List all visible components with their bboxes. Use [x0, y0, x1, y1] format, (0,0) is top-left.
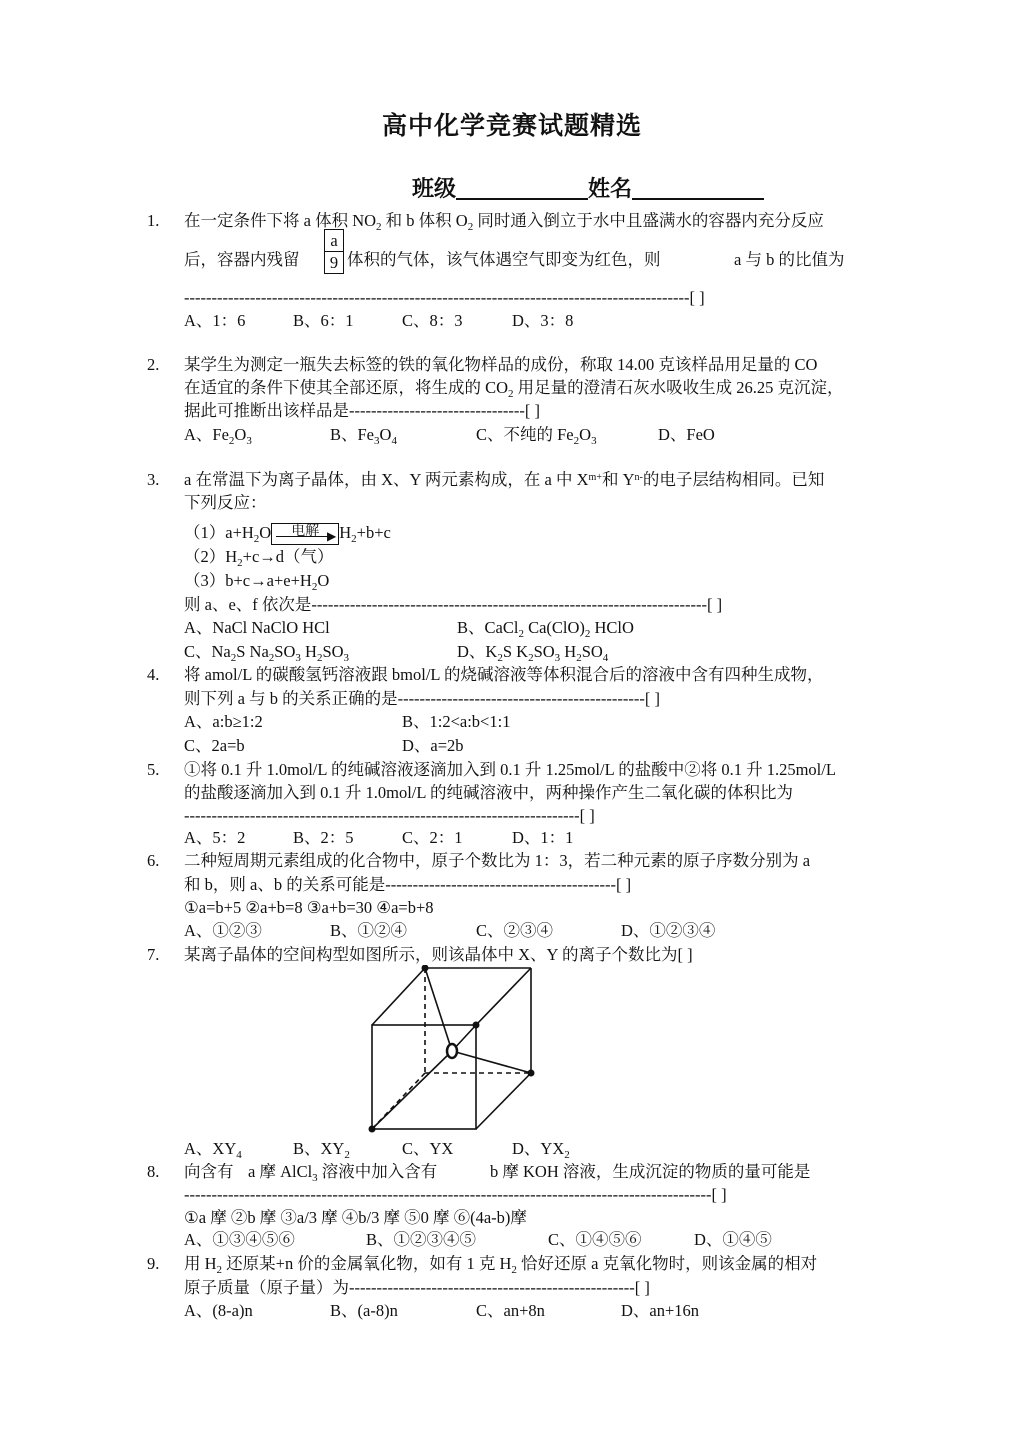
q1-line2c: a 与 b 的比值为 [734, 250, 845, 269]
q3-line6: 则 a、e、f 依次是------------------------------------------------------------------------[ ] [184, 595, 723, 614]
q4-line2: 则下列 a 与 b 的关系正确的是---------------------------------------------[ ] [184, 689, 660, 708]
q9-option-d: D、an+16n [621, 1301, 700, 1320]
q2-number: 2. [147, 355, 160, 374]
q8-option-b: B、①②③④⑤ [366, 1230, 477, 1249]
q9-number: 9. [147, 1254, 160, 1273]
q1-number: 1. [147, 211, 160, 230]
q8-option-d: D、①④⑤ [694, 1230, 772, 1249]
q2-option-a: A、$Fe_2O_3$ [184, 425, 252, 447]
q5-line3: ------------------------------------------------------------------------[ ] [184, 806, 595, 825]
q9-line1: 用 $H_2$ 还原某+n 价的金属氧化物，如有 1 克 $H_2$ 恰好还原 a 克氧化物时，则该金属的相对 [184, 1254, 818, 1276]
q6-option-c: C、②③④ [476, 921, 554, 940]
q8-line1d: b 摩 KOH 溶液，生成沉淀的物质的量可能是 [490, 1162, 811, 1181]
q9-line2: 原子质量（原子量）为----------------------------------------------------[ ] [184, 1278, 650, 1297]
q5-option-c: C、2：1 [402, 828, 463, 847]
class-blank[interactable] [456, 174, 588, 200]
q1-option-a: A、1：6 [184, 311, 246, 330]
q3-reaction2: $(2)H_2+c\to d$（气） [184, 547, 334, 569]
q3-option-c: C、$Na_2S$ $Na_2SO_3$ $H_2SO_3$ [184, 642, 350, 664]
q7-option-a: A、$XY_4$ [184, 1139, 242, 1161]
q1-line1: 在一定条件下将 a 体积 $NO_2$ 和 b 体积 $O_2$ 同时通入倒立于水中且盛满水的容器内充分反应 [184, 211, 824, 233]
q7-option-d: D、$YX_2$ [512, 1139, 570, 1161]
q1-option-b: B、6：1 [293, 311, 354, 330]
q1-option-c: C、8：3 [402, 311, 463, 330]
name-label: 姓名 [588, 176, 633, 201]
q3-option-d: D、$K_2S$ $K_2SO_3$ $H_2SO_4$ [457, 642, 609, 664]
q8-line1a: 向含有 [184, 1162, 234, 1181]
q1-option-d: D、3：8 [512, 311, 574, 330]
q2-line1: 某学生为测定一瓶失去标签的铁的氧化物样品的成份，称取 14.00 克该样品用足量的 CO [184, 355, 818, 374]
q4-number: 4. [147, 665, 160, 684]
q1-answer-line: --------------------------------------------------------------------------------------------[ ] [184, 288, 705, 307]
q8-option-c: C、①④⑤⑥ [548, 1230, 642, 1249]
q7-option-c: C、YX [402, 1139, 454, 1158]
q3-reaction3: $(3)b+c\to a+e+H_2O$ [184, 571, 330, 593]
q2-line2: 在适宜的条件下使其全部还原，将生成的 $CO_2$ 用足量的澄清石灰水吸收生成 26.25 克沉淀， [184, 378, 844, 400]
q4-option-b: B、1:2<a:b<1:1 [402, 712, 511, 731]
q4-line1: 将 amol/L 的碳酸氢钙溶液跟 bmol/L 的烧碱溶液等体积混合后的溶液中含有四种生成物， [184, 665, 824, 684]
q5-option-b: B、2：5 [293, 828, 354, 847]
q6-line1: 二种短周期元素组成的化合物中，原子个数比为 1：3，若二种元素的原子序数分别为 a [184, 851, 811, 870]
q5-line2: 的盐酸逐滴加入到 0.1 升 1.0mol/L 的纯碱溶液中，两种操作产生二氧化碳的体积比为 [184, 783, 793, 802]
electrolysis-arrow: 电解 ▶ [271, 523, 339, 545]
q5-line1: ①将 0.1 升 1.0mol/L 的纯碱溶液逐滴加入到 0.1 升 1.25mol/L 的盐酸中②将 0.1 升 1.25mol/L [184, 760, 836, 779]
q8-line1b: a 摩 AlCl$_3$ 溶液中加入含有 [248, 1162, 438, 1184]
name-blank[interactable] [632, 174, 764, 200]
q3-line2: 下列反应： [184, 493, 267, 512]
crystal-cube-diagram [365, 965, 545, 1135]
q6-option-b: B、①②④ [330, 921, 408, 940]
q7-option-b: B、$XY_2$ [293, 1139, 350, 1161]
class-name-line [412, 172, 764, 203]
q3-line1: a 在常温下为离子晶体，由 X、Y 两元素构成，在 a 中 $X^{m+}$和 $Y^{n-}$的电子层结构相同。已知 [184, 470, 825, 489]
q6-option-a: A、①②③ [184, 921, 262, 940]
q6-option-d: D、①②③④ [621, 921, 716, 940]
q6-line2: 和 b，则 a、b 的关系可能是------------------------------------------[ ] [184, 875, 632, 894]
q2-option-d: D、FeO [658, 425, 715, 444]
q6-line3: ①a=b+5 ②a+b=8 ③a+b=30 ④a=b+8 [184, 898, 434, 917]
q8-option-a: A、①③④⑤⑥ [184, 1230, 295, 1249]
q7-number: 7. [147, 945, 160, 964]
q1-line2b: 体积的气体，该气体遇空气即变为红色，则 [347, 250, 661, 269]
q4-option-d: D、a=2b [402, 736, 464, 755]
q9-option-a: A、(8-a)n [184, 1301, 253, 1320]
q4-option-a: A、a:b≥1:2 [184, 712, 263, 731]
q3-number: 3. [147, 470, 160, 489]
page-title: 高中化学竞赛试题精选 [381, 113, 642, 140]
class-label: 班级 [412, 176, 457, 201]
q2-line3: 据此可推断出该样品是--------------------------------[ ] [184, 401, 540, 420]
q3-option-a: A、NaCl NaClO HCl [184, 618, 330, 637]
q8-number: 8. [147, 1162, 160, 1181]
q5-option-a: A、5：2 [184, 828, 246, 847]
q7-line1: 某离子晶体的空间构型如图所示，则该晶体中 X、Y 的离子个数比为[ ] [184, 945, 693, 964]
q4-option-c: C、2a=b [184, 736, 245, 755]
q8-line3: ①a 摩 ②b 摩 ③a/3 摩 ④b/3 摩 ⑤0 摩 ⑥(4a-b)摩 [184, 1208, 527, 1227]
q2-option-b: B、$Fe_3O_4$ [330, 425, 397, 447]
q9-option-b: B、(a-8)n [330, 1301, 398, 1320]
q1-fraction: $\frac{a}{9}$ [324, 229, 344, 274]
q6-number: 6. [147, 851, 160, 870]
q3-reaction1: $(1)a+H_2O$ 电解 ▶ $H_2+b+c$ [184, 523, 391, 545]
q5-option-d: D、1：1 [512, 828, 574, 847]
q8-line2: ------------------------------------------------------------------------------------------------[ ] [184, 1185, 727, 1204]
q9-option-c: C、an+8n [476, 1301, 545, 1320]
q2-option-c: C、不纯的 $Fe_2O_3$ [476, 425, 597, 447]
q1-line2: 后，容器内残留 [184, 250, 300, 269]
q5-number: 5. [147, 760, 160, 779]
q3-option-b: B、CaCl$_2$ $Ca(ClO)_2$ HClO [457, 618, 634, 640]
